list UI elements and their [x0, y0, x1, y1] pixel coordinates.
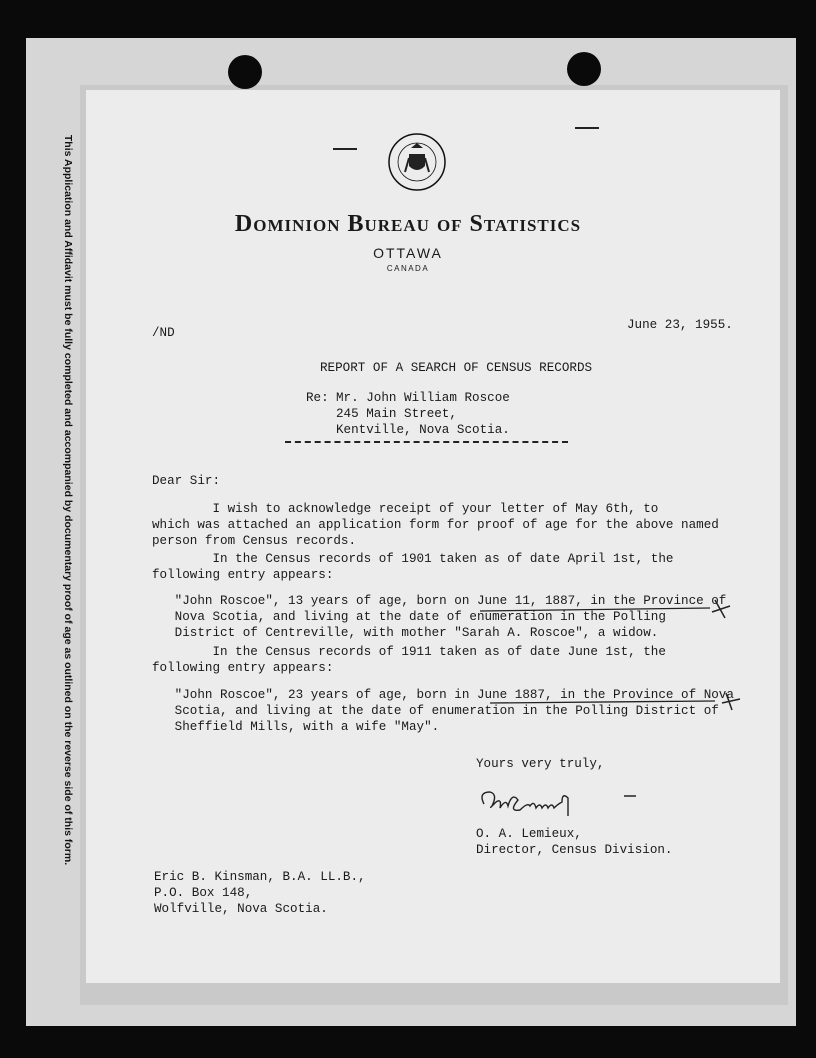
divider — [285, 441, 568, 443]
closing: Yours very truly, — [476, 757, 605, 771]
organization-name: Dominion Bureau of Statistics — [234, 211, 582, 237]
reference: /ND — [152, 326, 175, 340]
re-line: Kentville, Nova Scotia. — [336, 423, 510, 437]
entry-1911-line: Sheffield Mills, with a wife "May". — [152, 720, 440, 734]
handwritten-annotations — [440, 590, 770, 720]
entry-1901-line: District of Centreville, with mother "Sarah A. Roscoe", a widow. — [152, 626, 659, 640]
body-line: following entry appears: — [152, 661, 334, 675]
body-line: I wish to acknowledge receipt of your letter of May 6th, to — [152, 502, 659, 516]
body-line: In the Census records of 1901 taken as of date April 1st, the — [152, 552, 674, 566]
salutation: Dear Sir: — [152, 474, 221, 488]
signer-title: Director, Census Division. — [476, 843, 673, 857]
body-line: person from Census records. — [152, 534, 357, 548]
letter-date: June 23, 1955. — [627, 318, 733, 332]
mark — [575, 127, 599, 129]
signature — [474, 782, 654, 816]
body-line: In the Census records of 1911 taken as of date June 1st, the — [152, 645, 666, 659]
mark — [333, 148, 357, 150]
body-line: which was attached an application form for proof of age for the above named — [152, 518, 719, 532]
entry-1901-line: Nova Scotia, and living at the date of enumeration in the Polling — [152, 610, 666, 624]
department-seal-logo — [387, 132, 447, 192]
country: CANADA — [386, 264, 430, 273]
recipient-line: Eric B. Kinsman, B.A. LL.B., — [154, 870, 366, 884]
re-label: Re: — [306, 391, 329, 405]
recipient-line: P.O. Box 148, — [154, 886, 253, 900]
entry-1901-line: "John Roscoe", 13 years of age, born on June 11, 1887, in the Province of — [152, 594, 727, 608]
re-line: Mr. John William Roscoe — [336, 391, 510, 405]
city: OTTAWA — [373, 245, 443, 261]
report-title: REPORT OF A SEARCH OF CENSUS RECORDS — [320, 361, 593, 375]
side-instruction-note: This Application and Affidavit must be fully completed and accompanied by documentary proof of age as outlined on the reverse side of this form. — [62, 134, 74, 866]
entry-1911-line: "John Roscoe", 23 years of age, born in June 1887, in the Province of Nova — [152, 688, 734, 702]
entry-1911-line: Scotia, and living at the date of enumeration in the Polling District of — [152, 704, 719, 718]
re-line: 245 Main Street, — [336, 407, 457, 421]
signer-name: O. A. Lemieux, — [476, 827, 582, 841]
recipient-line: Wolfville, Nova Scotia. — [154, 902, 328, 916]
punch-hole — [567, 52, 601, 86]
punch-hole — [228, 55, 262, 89]
body-line: following entry appears: — [152, 568, 334, 582]
